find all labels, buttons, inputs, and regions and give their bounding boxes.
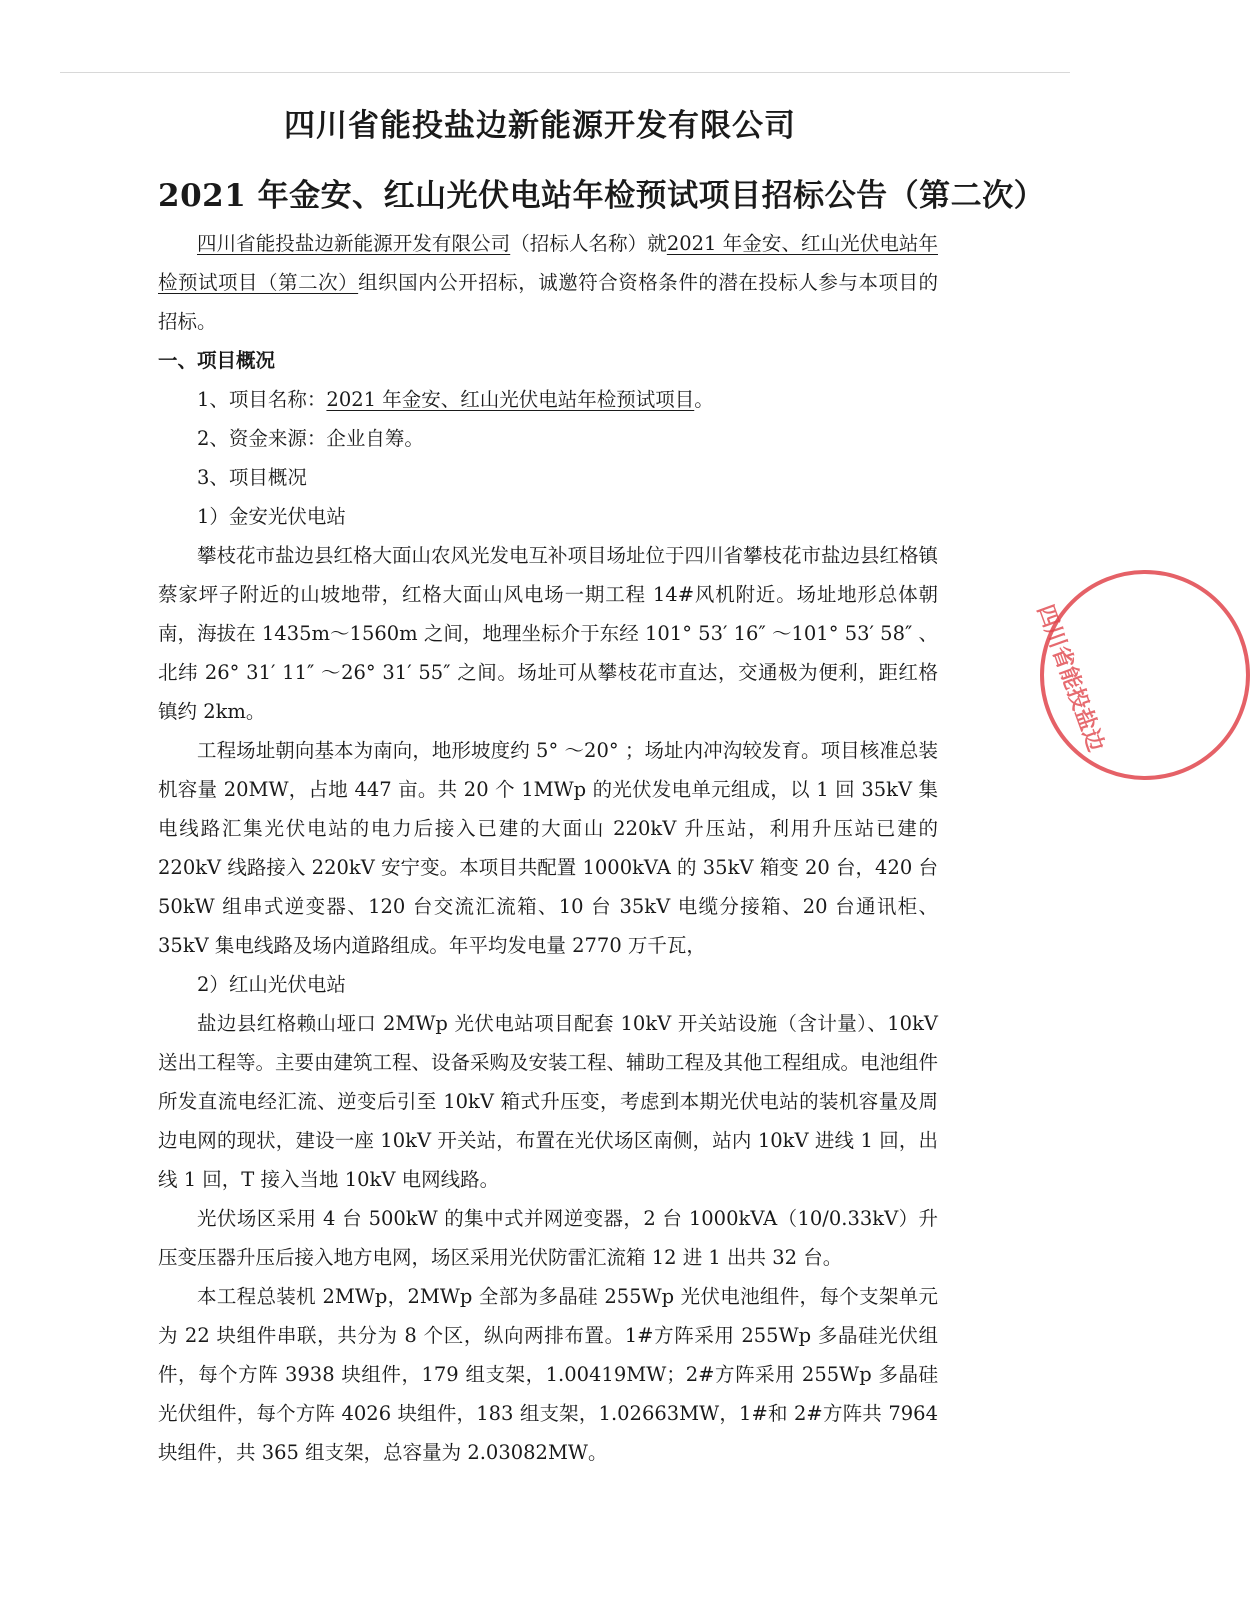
item1-label: 1、项目名称： [197,388,327,411]
hongshan-paragraph-2: 光伏场区采用 4 台 500kW 的集中式并网逆变器，2 台 1000kVA（10/0.33kV）升压变压器升压后接入地方电网，场区采用光伏防雷汇流箱 12 进 1 出共 32 台。 [158,1207,938,1269]
project-name-intro: 2021 年金安、红山光伏电站年检预试项目（第二次） [158,232,938,294]
top-divider [60,72,1070,73]
hongshan-paragraph-1: 盐边县红格赖山垭口 2MWp 光伏电站项目配套 10kV 开关站设施（含计量）、10kV 送出工程等。主要由建筑工程、设备采购及安装工程、辅助工程及其他工程组成。电池组件所发直流电经汇流、逆变后引至 10kV 箱式升压变，考虑到本期光伏电站的装机容量及周边电网的现状，建设一座 10kV 开关站，布置在光伏场区南侧，站内 10kV 进线 1 回，出线 1 回，T 接入当地 10kV 电网线路。 [158,1012,939,1191]
notice-title: 2021 年金安、红山光伏电站年检预试项目招标公告（第二次） [158,178,1046,214]
sub-title-hongshan: 2）红山光伏电站 [197,973,346,996]
item1-end: 。 [694,388,714,411]
seal-text: 四川省能投盐边 [1031,601,1108,755]
item1-value: 2021 年金安、红山光伏电站年检预试项目 [326,388,695,411]
sub-title-jinan: 1）金安光伏电站 [197,505,346,528]
item-project-name [158,380,938,419]
section-heading-overview: 一、项目概况 [158,349,276,372]
intro-paragraph [158,224,938,341]
jinan-paragraph-1: 攀枝花市盐边县红格大面山农风光发电互补项目场址位于四川省攀枝花市盐边县红格镇蔡家坪子附近的山坡地带，红格大面山风电场一期工程 14#风机附近。场址地形总体朝南，海拔在 1435m～1560m 之间，地理坐标介于东经 101° 53′ 16″ ～101° 53′ 58″ 、北纬 26° 31′ 11″ ～26° 31′ 55″ 之间。场址可从攀枝花市直达，交通极为便利，距红格镇约 2km。 [158,544,939,723]
intro-rest: 组织国内公开招标，诚邀符合资格条件的潜在投标人参与本项目的招标。 [158,271,938,333]
item-overview: 3、项目概况 [197,466,307,489]
company-title: 四川省能投盐边新能源开发有限公司 [284,108,796,144]
item-funding-source: 2、资金来源：企业自筹。 [197,427,424,450]
hongshan-paragraph-3: 本工程总装机 2MWp，2MWp 全部为多晶硅 255Wp 光伏电池组件，每个支架单元为 22 块组件串联，共分为 8 个区，纵向两排布置。1#方阵采用 255Wp 多晶硅光伏组件，每个方阵 3938 块组件，179 组支架，1.00419MW；2#方阵采用 255Wp 多晶硅光伏组件，每个方阵 4026 块组件，183 组支架，1.02663MW，1#和 2#方阵共 7964 块组件，共 365 组支架，总容量为 2.03082MW。 [158,1285,938,1464]
tenderer-name: 四川省能投盐边新能源开发有限公司 [197,232,511,255]
official-seal [1031,560,1129,800]
document-body [158,224,938,1472]
jinan-paragraph-2: 工程场址朝向基本为南向，地形坡度约 5° ～20° ；场址内冲沟较发育。项目核准总装机容量 20MW，占地 447 亩。共 20 个 1MWp 的光伏发电单元组成，以 1 回 35kV 集电线路汇集光伏电站的电力后接入已建的大面山 220kV 升压站，利用升压站已建的 220kV 线路接入 220kV 安宁变。本项目共配置 1000kVA 的 35kV 箱变 20 台，420 台 50kW 组串式逆变器、120 台交流汇流箱、10 台 35kV 电缆分接箱、20 台通讯柜、35kV 集电线路及场内道路组成。年平均发电量 2770 万千瓦， [158,739,938,957]
tenderer-note: （招标人名称）就 [510,232,667,255]
